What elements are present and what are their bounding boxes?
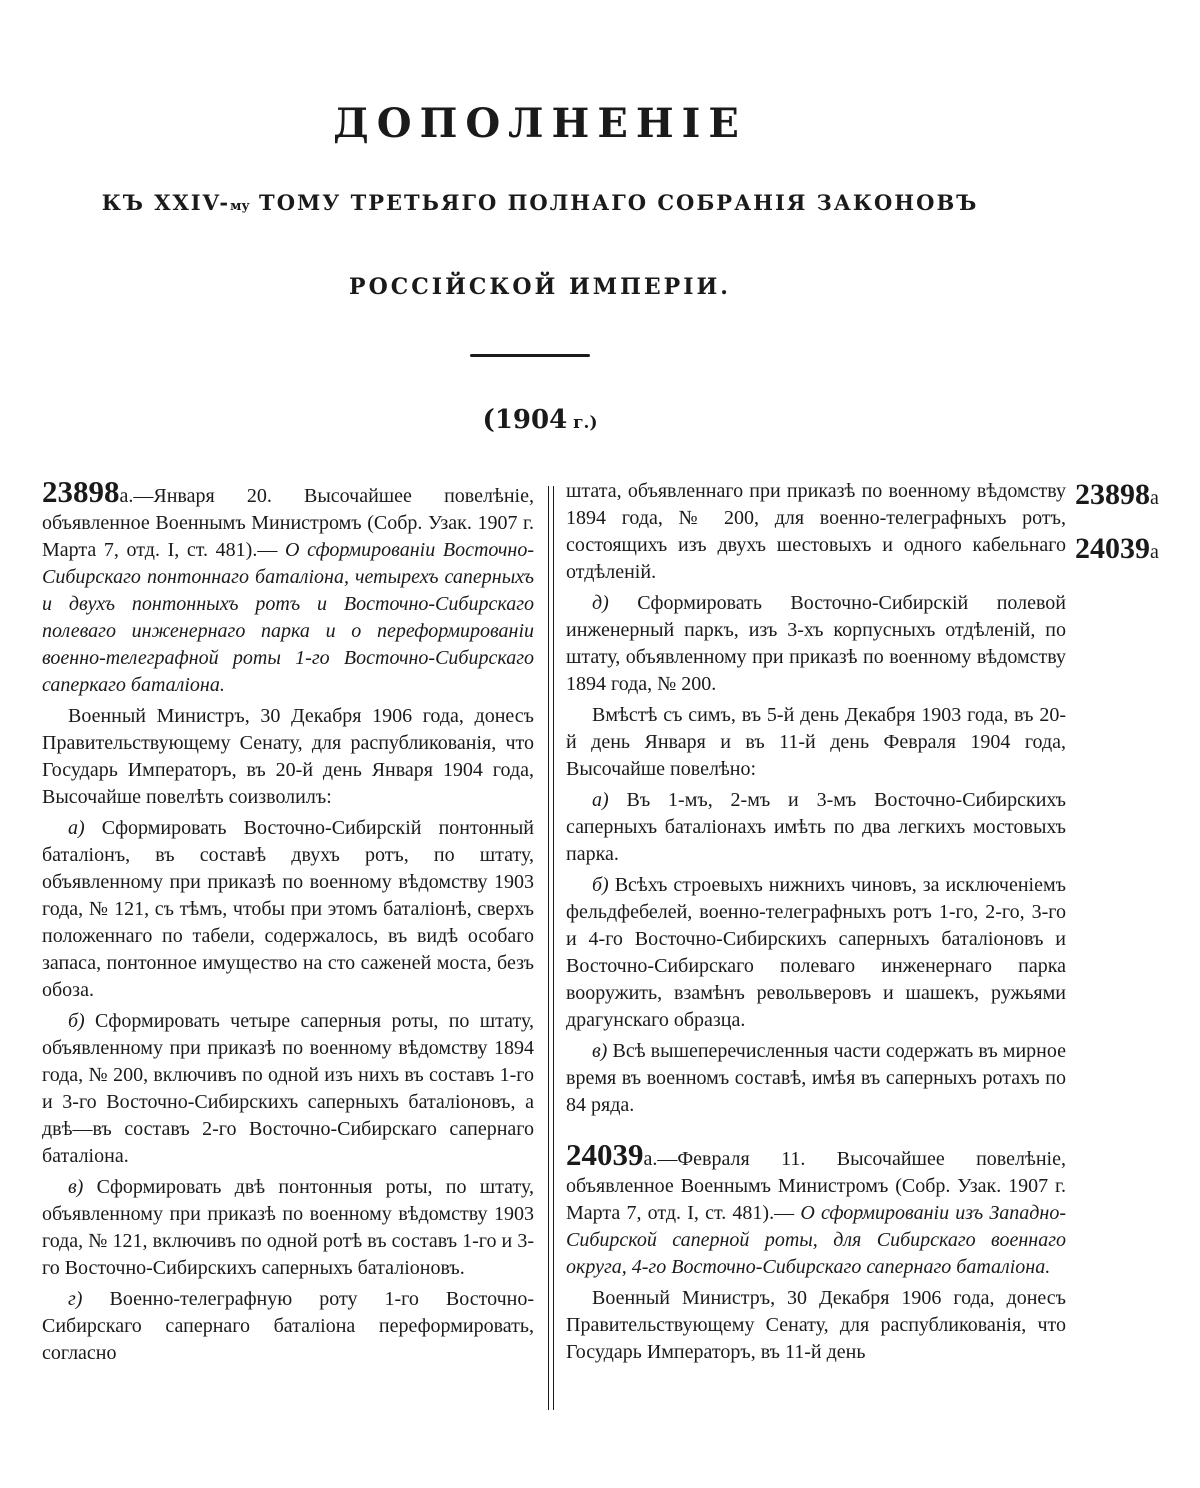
year-heading [0,405,1080,435]
paragraph: Вмѣстѣ съ симъ, въ 5-й день Декабря 1903 года, въ 20-й день Января и въ 11-й день Февраля 1904 года, Высочайше повелѣно: [566,704,1066,780]
page-subtitle [0,190,1080,215]
entry-title: О сформированіи Восточно-Сибирскаго понтоннаго баталіона, четырехъ саперныхъ и двухъ понтонныхъ ротъ и Восточно-Сибирскаго полеваго инженернаго парка и о переформированіи военно-телеграфной роты 1-го Восточно-Сибирскаго саперкаго баталіона. [42,539,534,696]
list-item-a [42,815,534,1004]
list-item-v [566,1038,1066,1119]
list-item-v [42,1174,534,1282]
item-text: Въ 1-мъ, 2-мъ и 3-мъ Восточно-Сибирскихъ саперныхъ баталіонахъ имѣть по два легкихъ мостовыхъ парка. [566,789,1066,865]
page-title: ДОПОЛНЕНІЕ [333,100,747,147]
list-item-a [566,787,1066,868]
entry-number: 24039 [566,1137,644,1172]
page-subtitle-2: РОССІЙСКОЙ ИМПЕРІИ. [349,274,731,300]
item-label: в) [68,1176,84,1198]
item-label: б) [592,874,609,896]
year-number: 1904 [494,405,568,435]
entry-24039-head [566,1137,1066,1281]
column-divider-2 [553,486,554,1410]
paragraph: Военный Министръ, 30 Декабря 1906 года, донесъ Правительствующему Сенату, для распубликованія, что Государь Императоръ, въ 11-й день [566,1287,1066,1363]
item-label: г) [68,1288,83,1310]
item-text: Всѣ вышеперечисленныя части содержать въ мирное время въ военномъ составѣ, имѣя въ саперныхъ ротахъ по 84 ряда. [566,1040,1066,1116]
subtitle-post: ТОМУ ТРЕТЬЯГО ПОЛНАГО СОБРАНІЯ ЗАКОНОВЪ [249,190,979,215]
item-text: Сформировать четыре саперныя роты, по штату, объявленному при приказѣ по военному вѣдомству 1894 года, № 200, включивъ по одной изъ нихъ въ составъ 1-го и 3-го Восточно-Сибирскихъ саперныхъ баталіоновъ, а двѣ—въ составъ 2-го Восточно-Сибирскаго сапернаго баталіона. [42,1010,534,1167]
margin-number-1-value: 23898 [1075,478,1150,511]
item-text: Сформировать Восточно-Сибирскій полевой инженерный паркъ, изъ 3-хъ корпусныхъ отдѣленій, по штату, объявленному при приказѣ по военному вѣдомству 1894 года, № 200. [566,592,1066,695]
ornamental-rule [470,354,590,357]
list-item-d [566,590,1066,698]
paragraph: Военный Министръ, 30 Декабря 1906 года, донесъ Правительствующему Сенату, для распубликованія, что Государь Императоръ, въ 20-й день Января 1904 года, Высочайше повелѣть соизволилъ: [42,705,534,808]
item-label: в) [592,1040,608,1062]
list-item-g [42,1286,534,1367]
margin-number-1-suffix: а [1150,487,1159,509]
item-text: Всѣхъ строевыхъ нижнихъ чиновъ, за исключеніемъ фельдфебелей, военно-телеграфныхъ ротъ 1-го, 2-го, 3-го и 4-го Восточно-Сибирскихъ саперныхъ баталіоновъ и Восточно-Сибирскаго полеваго инженернаго парка вооружить, взамѣнъ револьверовъ и шашекъ, ружьями драгунскаго образца. [566,874,1066,1031]
entry-heading: а.—Января 20. Высочайшее повелѣніе, объявленное Военнымъ Министромъ (Собр. Узак. 1907 г. Марта 7, отд. I, ст. 481).— [42,485,534,561]
year-suffix: г.) [567,413,598,433]
entry-heading: а.—Февраля 11. Высочайшее повелѣніе, объявленное Военнымъ Министромъ (Собр. Узак. 1907 г. Марта 7, отд. I, ст. 481).— [566,1148,1066,1224]
item-label: а) [68,817,85,839]
margin-number-2-suffix: а [1150,541,1159,563]
item-label: а) [592,789,609,811]
margin-number-2 [1075,532,1159,566]
right-column [566,478,1066,1370]
year-open: ( [482,405,495,435]
list-item-b [42,1008,534,1170]
subtitle-sup: му [230,199,250,214]
item-text: Сформировать двѣ понтонныя роты, по штату, объявленному при приказѣ по военному вѣдомству 1903 года, № 121, включивъ по одной ротѣ въ составъ 1-го и 3-го Восточно-Сибирскихъ саперныхъ баталіоновъ. [42,1176,534,1279]
margin-number-2-value: 24039 [1075,532,1150,565]
entry-title: О сформированіи изъ Западно-Сибирской саперной роты, для Сибирскаго военнаго округа, 4-го Восточно-Сибирскаго сапернаго баталіона. [566,1202,1066,1278]
entry-number: 23898 [42,474,120,509]
entry-23898-head [42,474,534,699]
item-text: Сформировать Восточно-Сибирскій понтонный баталіонъ, въ составѣ двухъ ротъ, по штату, объявленному при приказѣ по военному вѣдомству 1903 года, № 121, съ тѣмъ, чтобы при этомъ баталіонѣ, сверхъ положеннаго по табели, содержалось, въ видѣ особаго запаса, понтонное имущество на сто саженей моста, безъ обоза. [42,817,534,1001]
item-label: б) [68,1010,85,1032]
list-item-b [566,872,1066,1034]
left-column [42,474,534,1371]
subtitle-pre: КЪ XXIV- [101,190,231,215]
column-divider [548,486,549,1410]
item-text: Военно-телеграфную роту 1-го Восточно-Сибирскаго сапернаго баталіона переформировать, согласно [42,1288,534,1364]
paragraph-continuation: штата, объявленнаго при приказѣ по военному вѣдомству 1894 года, № 200, для военно-телеграфныхъ ротъ, состоящихъ изъ двухъ шестовыхъ и одного кабельнаго отдѣленій. [566,480,1066,583]
margin-number-1 [1075,478,1159,512]
item-label: д) [592,592,609,614]
